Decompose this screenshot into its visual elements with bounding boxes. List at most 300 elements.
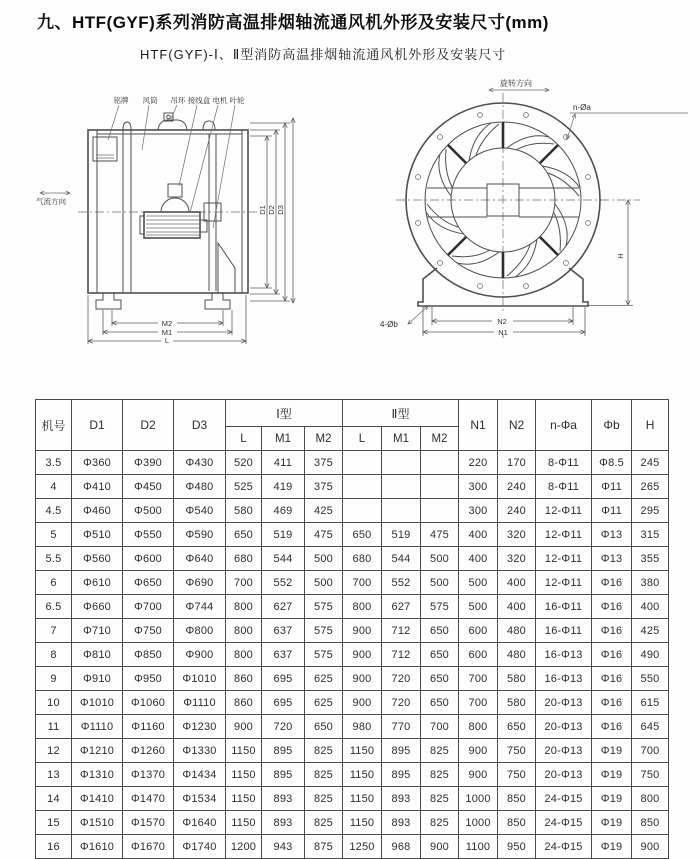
table-cell: 625 xyxy=(305,691,343,715)
table-cell: 1250 xyxy=(343,835,382,859)
table-cell: 411 xyxy=(262,451,305,475)
table-cell: 580 xyxy=(498,691,536,715)
table-cell: Φ1160 xyxy=(123,715,174,739)
table-cell: 9 xyxy=(36,667,72,691)
table-cell: 480 xyxy=(498,643,536,667)
table-cell xyxy=(382,499,421,523)
table-cell: 520 xyxy=(226,451,262,475)
page-subtitle: HTF(GYF)-Ⅰ、Ⅱ型消防高温排烟轴流通风机外形及安装尺寸 xyxy=(140,47,507,62)
table-cell: Φ1110 xyxy=(72,715,123,739)
table-cell: 900 xyxy=(632,835,669,859)
table-cell: 552 xyxy=(382,571,421,595)
table-cell: 16-Φ11 xyxy=(536,619,592,643)
table-cell: 860 xyxy=(226,691,262,715)
table-cell: Φ460 xyxy=(72,499,123,523)
front-view-drawing xyxy=(380,78,688,338)
table-cell: 419 xyxy=(262,475,305,499)
table-cell: 12-Φ11 xyxy=(536,547,592,571)
table-cell: 580 xyxy=(498,667,536,691)
table-cell: 900 xyxy=(459,739,498,763)
table-cell: Φ16 xyxy=(592,571,632,595)
table-cell: 15 xyxy=(36,811,72,835)
table-cell: Φ560 xyxy=(72,547,123,571)
table-cell: 800 xyxy=(226,619,262,643)
table-cell: Φ16 xyxy=(592,715,632,739)
table-cell: 900 xyxy=(226,715,262,739)
table-cell: 24-Φ15 xyxy=(536,787,592,811)
table-cell: 893 xyxy=(262,811,305,835)
table-cell: 1200 xyxy=(226,835,262,859)
side-view-drawing xyxy=(36,95,293,345)
table-cell: 825 xyxy=(421,739,459,763)
table-cell: Φ950 xyxy=(123,667,174,691)
table-cell: Φ410 xyxy=(72,475,123,499)
table-cell: 500 xyxy=(305,547,343,571)
table-cell: Φ640 xyxy=(174,547,226,571)
table-cell: 20-Φ13 xyxy=(536,715,592,739)
label-flange-holes: n-Øa xyxy=(573,103,591,112)
dim-m1: M1 xyxy=(161,328,173,337)
table-row xyxy=(36,643,669,667)
table-cell: 650 xyxy=(421,667,459,691)
table-cell: 7 xyxy=(36,619,72,643)
table-cell: 770 xyxy=(382,715,421,739)
table-cell: 650 xyxy=(305,715,343,739)
table-cell: 1150 xyxy=(226,787,262,811)
table-cell: 500 xyxy=(459,595,498,619)
header-type1-m2: M2 xyxy=(305,427,343,451)
table-cell: 400 xyxy=(459,547,498,571)
table-cell: 825 xyxy=(305,787,343,811)
table-cell: 552 xyxy=(262,571,305,595)
table-cell: 575 xyxy=(305,643,343,667)
table-cell: 544 xyxy=(382,547,421,571)
table-cell: 650 xyxy=(498,715,536,739)
table-cell: 12-Φ11 xyxy=(536,523,592,547)
table-cell: 750 xyxy=(498,763,536,787)
table-cell: 20-Φ13 xyxy=(536,739,592,763)
header-h: H xyxy=(632,400,669,451)
table-cell: 400 xyxy=(632,595,669,619)
table-cell: 627 xyxy=(262,595,305,619)
table-cell: 895 xyxy=(262,763,305,787)
table-cell: 575 xyxy=(305,619,343,643)
table-cell: 544 xyxy=(262,547,305,571)
header-type1-l: L xyxy=(226,427,262,451)
junction-box xyxy=(161,184,189,212)
table-cell: Φ390 xyxy=(123,451,174,475)
table-cell: Φ900 xyxy=(174,643,226,667)
table-row xyxy=(36,547,669,571)
table-cell: 375 xyxy=(305,475,343,499)
table-cell: Φ1110 xyxy=(174,691,226,715)
dim-n2: N2 xyxy=(497,317,507,326)
table-cell: Φ710 xyxy=(72,619,123,643)
table-cell: 875 xyxy=(305,835,343,859)
table-cell: Φ11 xyxy=(592,475,632,499)
table-cell: Φ810 xyxy=(72,643,123,667)
table-cell: 519 xyxy=(262,523,305,547)
table-cell: 480 xyxy=(498,619,536,643)
table-cell: 645 xyxy=(632,715,669,739)
table-row xyxy=(36,571,669,595)
table-cell: 712 xyxy=(382,643,421,667)
table-cell: 720 xyxy=(382,691,421,715)
table-cell: 900 xyxy=(421,835,459,859)
table-cell: 220 xyxy=(459,451,498,475)
table-cell: 600 xyxy=(459,643,498,667)
table-cell: 720 xyxy=(262,715,305,739)
table-cell: 650 xyxy=(226,523,262,547)
header-d3: D3 xyxy=(174,400,226,451)
table-cell: 3.5 xyxy=(36,451,72,475)
table-cell: 680 xyxy=(343,547,382,571)
page-title: 九、HTF(GYF)系列消防高温排烟轴流通风机外形及安装尺寸(mm) xyxy=(37,13,549,32)
table-cell: 615 xyxy=(632,691,669,715)
table-cell: 240 xyxy=(498,499,536,523)
table-cell: 637 xyxy=(262,643,305,667)
table-cell: 650 xyxy=(421,643,459,667)
table-cell: 425 xyxy=(305,499,343,523)
dim-d3: D3 xyxy=(276,205,285,215)
table-cell: Φ19 xyxy=(592,811,632,835)
table-cell: 900 xyxy=(343,643,382,667)
table-cell: Φ19 xyxy=(592,763,632,787)
table-cell: 295 xyxy=(632,499,669,523)
table-cell: 627 xyxy=(382,595,421,619)
header-machine-no: 机号 xyxy=(36,400,72,451)
header-n2: N2 xyxy=(498,400,536,451)
table-cell: Φ1260 xyxy=(123,739,174,763)
table-cell: Φ1230 xyxy=(174,715,226,739)
dimensions-table xyxy=(35,399,669,859)
table-cell: Φ450 xyxy=(123,475,174,499)
table-cell xyxy=(421,475,459,499)
table-cell: 895 xyxy=(382,763,421,787)
header-n1: N1 xyxy=(459,400,498,451)
table-cell: 650 xyxy=(421,619,459,643)
table-cell: 475 xyxy=(305,523,343,547)
label-nameplate: 铭牌 xyxy=(113,96,129,105)
table-cell: Φ590 xyxy=(174,523,226,547)
table-cell xyxy=(421,451,459,475)
table-cell: 16 xyxy=(36,835,72,859)
table-cell: 24-Φ15 xyxy=(536,835,592,859)
table-cell: 12 xyxy=(36,739,72,763)
table-cell: 600 xyxy=(459,619,498,643)
table-cell: Φ550 xyxy=(123,523,174,547)
table-row xyxy=(36,595,669,619)
label-foot-holes: 4-Øb xyxy=(380,320,398,329)
table-cell: 650 xyxy=(421,691,459,715)
table-header xyxy=(36,400,669,451)
table-cell: Φ360 xyxy=(72,451,123,475)
table-cell: 968 xyxy=(382,835,421,859)
table-cell: Φ1330 xyxy=(174,739,226,763)
table-cell: 825 xyxy=(421,763,459,787)
header-d1: D1 xyxy=(72,400,123,451)
table-cell: 695 xyxy=(262,691,305,715)
table-cell: 500 xyxy=(305,571,343,595)
table-cell: 850 xyxy=(498,811,536,835)
table-cell: Φ1010 xyxy=(174,667,226,691)
table-cell: 400 xyxy=(459,523,498,547)
table-cell: 16-Φ13 xyxy=(536,643,592,667)
table-cell: 712 xyxy=(382,619,421,643)
table-cell: Φ1470 xyxy=(123,787,174,811)
table-cell: 650 xyxy=(343,523,382,547)
table-row xyxy=(36,787,669,811)
header-type2: Ⅱ型 xyxy=(343,400,459,427)
table-cell xyxy=(343,475,382,499)
table-cell: 11 xyxy=(36,715,72,739)
table-cell: Φ700 xyxy=(123,595,174,619)
table-cell: 12-Φ11 xyxy=(536,571,592,595)
table-cell: 1150 xyxy=(343,787,382,811)
dim-l: L xyxy=(164,336,170,345)
table-cell: 20-Φ13 xyxy=(536,691,592,715)
table-cell: 950 xyxy=(498,835,536,859)
table-cell: 525 xyxy=(226,475,262,499)
table-cell: Φ480 xyxy=(174,475,226,499)
table-cell: 700 xyxy=(343,571,382,595)
table-cell: Φ1510 xyxy=(72,811,123,835)
header-n-phi-a: n-Φa xyxy=(536,400,592,451)
header-type2-m2: M2 xyxy=(421,427,459,451)
table-cell: 20-Φ13 xyxy=(536,763,592,787)
dim-d2: D2 xyxy=(267,205,276,215)
table-cell: 895 xyxy=(382,739,421,763)
table-row xyxy=(36,739,669,763)
table-cell: 800 xyxy=(343,595,382,619)
table-cell: 580 xyxy=(226,499,262,523)
header-type2-l: L xyxy=(343,427,382,451)
table-cell: 8-Φ11 xyxy=(536,451,592,475)
table-cell: Φ430 xyxy=(174,451,226,475)
label-airflow: 气流方向 xyxy=(36,197,66,206)
table-cell: 893 xyxy=(382,811,421,835)
table-cell: 400 xyxy=(498,595,536,619)
table-row xyxy=(36,691,669,715)
table-cell: 900 xyxy=(343,619,382,643)
table-cell: 315 xyxy=(632,523,669,547)
table-cell: 400 xyxy=(498,571,536,595)
table-cell: 800 xyxy=(226,643,262,667)
table-cell: 490 xyxy=(632,643,669,667)
table-cell: 825 xyxy=(421,811,459,835)
table-cell: 550 xyxy=(632,667,669,691)
table-cell: 12-Φ11 xyxy=(536,499,592,523)
table-cell: 6.5 xyxy=(36,595,72,619)
table-cell: 1150 xyxy=(343,811,382,835)
table-cell: 900 xyxy=(343,667,382,691)
table-cell: 825 xyxy=(421,787,459,811)
table-row xyxy=(36,667,669,691)
dim-d1: D1 xyxy=(258,205,267,215)
table-cell: 245 xyxy=(632,451,669,475)
table-cell: 6 xyxy=(36,571,72,595)
header-phi-b: Φb xyxy=(592,400,632,451)
table-cell: Φ850 xyxy=(123,643,174,667)
table-cell: 800 xyxy=(632,787,669,811)
table-cell: 14 xyxy=(36,787,72,811)
table-cell: 800 xyxy=(459,715,498,739)
table-row xyxy=(36,763,669,787)
table-cell: 980 xyxy=(343,715,382,739)
table-cell: 4 xyxy=(36,475,72,499)
table-cell: 700 xyxy=(632,739,669,763)
table-cell: 895 xyxy=(262,739,305,763)
table-cell: 500 xyxy=(421,571,459,595)
table-cell: Φ1310 xyxy=(72,763,123,787)
technical-drawings xyxy=(0,0,700,396)
table-cell: 700 xyxy=(459,691,498,715)
table-cell: 575 xyxy=(421,595,459,619)
table-cell: Φ910 xyxy=(72,667,123,691)
table-cell: 943 xyxy=(262,835,305,859)
table-cell: 750 xyxy=(632,763,669,787)
table-cell: Φ16 xyxy=(592,619,632,643)
table-cell: 24-Φ15 xyxy=(536,811,592,835)
label-motor: 电机 xyxy=(212,96,228,105)
table-cell: 16-Φ13 xyxy=(536,667,592,691)
table-cell: 637 xyxy=(262,619,305,643)
table-row xyxy=(36,451,669,475)
table-row xyxy=(36,475,669,499)
table-cell: 300 xyxy=(459,499,498,523)
table-cell: Φ1740 xyxy=(174,835,226,859)
table-cell: Φ510 xyxy=(72,523,123,547)
table-row xyxy=(36,811,669,835)
table-cell: Φ1610 xyxy=(72,835,123,859)
table-cell: 8-Φ11 xyxy=(536,475,592,499)
table-cell: 1150 xyxy=(226,811,262,835)
table-cell: 700 xyxy=(226,571,262,595)
table-cell: Φ1410 xyxy=(72,787,123,811)
table-cell: 625 xyxy=(305,667,343,691)
label-casing: 风筒 xyxy=(142,96,158,105)
table-cell xyxy=(343,499,382,523)
table-cell: 860 xyxy=(226,667,262,691)
table-cell: 720 xyxy=(382,667,421,691)
table-cell: 575 xyxy=(305,595,343,619)
table-cell: 1150 xyxy=(226,763,262,787)
table-cell: Φ13 xyxy=(592,547,632,571)
table-cell: 893 xyxy=(262,787,305,811)
table-cell xyxy=(382,475,421,499)
table-cell: 900 xyxy=(459,763,498,787)
table-cell: 700 xyxy=(421,715,459,739)
table-cell: 750 xyxy=(498,739,536,763)
table-cell: 8 xyxy=(36,643,72,667)
table-cell: 16-Φ11 xyxy=(536,595,592,619)
table-row xyxy=(36,619,669,643)
table-cell: 500 xyxy=(459,571,498,595)
table-cell: 1000 xyxy=(459,811,498,835)
dim-m2: M2 xyxy=(161,319,173,328)
table-cell: Φ1010 xyxy=(72,691,123,715)
table-cell: 700 xyxy=(459,667,498,691)
table-cell: 170 xyxy=(498,451,536,475)
table-cell: Φ16 xyxy=(592,691,632,715)
table-cell: 1150 xyxy=(343,763,382,787)
table-cell: 375 xyxy=(305,451,343,475)
table-cell: Φ650 xyxy=(123,571,174,595)
label-lifting-ring: 吊环 xyxy=(170,96,186,105)
table-cell: 500 xyxy=(421,547,459,571)
table-cell: Φ500 xyxy=(123,499,174,523)
table-cell: Φ16 xyxy=(592,643,632,667)
table-cell: 240 xyxy=(498,475,536,499)
table-cell: Φ19 xyxy=(592,787,632,811)
table-cell: Φ1060 xyxy=(123,691,174,715)
table-cell: 300 xyxy=(459,475,498,499)
table-cell: Φ19 xyxy=(592,835,632,859)
table-cell: 800 xyxy=(226,595,262,619)
table-cell: 355 xyxy=(632,547,669,571)
table-cell: Φ1370 xyxy=(123,763,174,787)
table-cell: 825 xyxy=(305,739,343,763)
table-cell: Φ690 xyxy=(174,571,226,595)
header-type1: Ⅰ型 xyxy=(226,400,343,427)
dim-h: H xyxy=(616,253,625,259)
table-cell: Φ16 xyxy=(592,595,632,619)
table-cell: 1150 xyxy=(226,739,262,763)
table-cell: 825 xyxy=(305,763,343,787)
table-cell: Φ1434 xyxy=(174,763,226,787)
dim-n1: N1 xyxy=(498,328,508,337)
table-cell: 893 xyxy=(382,787,421,811)
table-cell: Φ11 xyxy=(592,499,632,523)
table-cell: Φ1640 xyxy=(174,811,226,835)
header-type1-m1: M1 xyxy=(262,427,305,451)
table-cell: 469 xyxy=(262,499,305,523)
table-cell: 519 xyxy=(382,523,421,547)
table-cell: 1150 xyxy=(343,739,382,763)
table-cell: Φ600 xyxy=(123,547,174,571)
table-cell: 900 xyxy=(343,691,382,715)
table-cell: 5.5 xyxy=(36,547,72,571)
table-cell: 850 xyxy=(498,787,536,811)
table-cell: Φ1210 xyxy=(72,739,123,763)
table-row xyxy=(36,835,669,859)
table-cell: 1100 xyxy=(459,835,498,859)
table-cell: Φ1534 xyxy=(174,787,226,811)
motor xyxy=(140,212,207,238)
header-type2-m1: M1 xyxy=(382,427,421,451)
table-cell: 5 xyxy=(36,523,72,547)
table-cell: 320 xyxy=(498,523,536,547)
table-cell: Φ750 xyxy=(123,619,174,643)
table-cell: 1000 xyxy=(459,787,498,811)
table-cell: 380 xyxy=(632,571,669,595)
label-impeller: 叶轮 xyxy=(229,96,245,105)
table-cell: Φ1570 xyxy=(123,811,174,835)
table-cell: Φ610 xyxy=(72,571,123,595)
table-cell: 320 xyxy=(498,547,536,571)
table-row xyxy=(36,523,669,547)
table-cell: Φ800 xyxy=(174,619,226,643)
table-cell xyxy=(343,451,382,475)
table-cell: 680 xyxy=(226,547,262,571)
label-rotation-direction: 旋转方向 xyxy=(500,79,532,88)
table-row xyxy=(36,715,669,739)
table-cell: Φ19 xyxy=(592,739,632,763)
table-cell: 265 xyxy=(632,475,669,499)
table-cell: 4.5 xyxy=(36,499,72,523)
table-row xyxy=(36,499,669,523)
table-cell: Φ13 xyxy=(592,523,632,547)
